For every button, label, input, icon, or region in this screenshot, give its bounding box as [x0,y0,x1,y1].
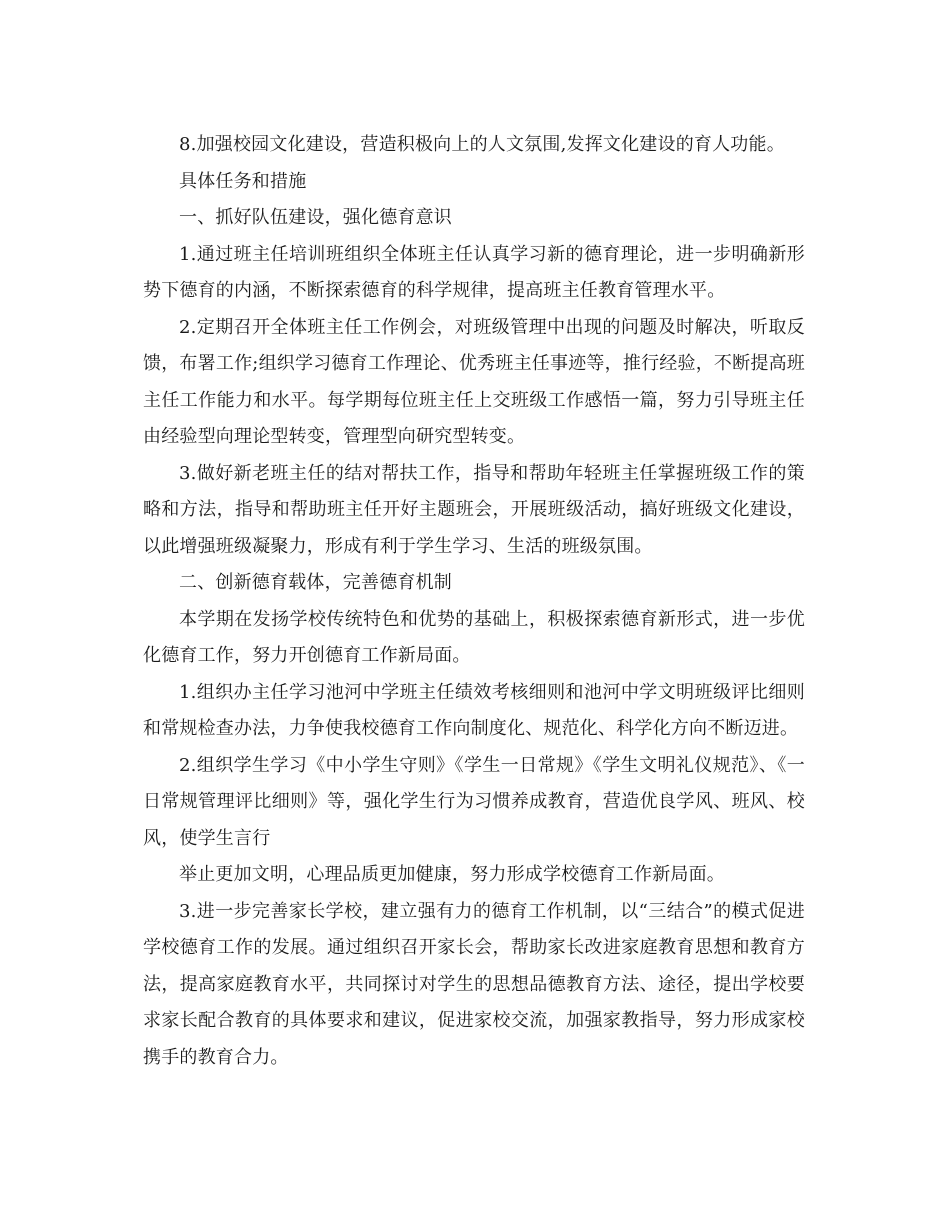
paragraph-parent-school: 3.进一步完善家长学校，建立强有力的德育工作机制，以“三结合”的模式促进学校德育工作的发展。通过组织召开家长会，帮助家长改进家庭教育思想和教育方法，提高家庭教育水平，共同探讨对学生的思想品德教育方法、途径，提出学校要求家长配合教育的具体要求和建议，促进家校交流，加强家教指导，努力形成家校携手的教育合力。 [143,900,805,1068]
paragraph-meetings: 2.定期召开全体班主任工作例会，对班级管理中出现的问题及时解决，听取反馈，布署工作;组织学习德育工作理论、优秀班主任事迹等，推行经验，不断提高班主任工作能力和水平。每学期每位班主任上交班级工作感悟一篇，努力引导班主任由经验型向理论型转变，管理型向研究型转变。 [143,316,805,447]
paragraph-culture-building: 8.加强校园文化建设，营造积极向上的人文氛围,发挥文化建设的育人功能。 [179,134,785,155]
paragraph-training: 1.通过班主任培训班组织全体班主任认真学习新的德育理论，进一步明确新形势下德育的内涵，不断探索德育的科学规律，提高班主任教育管理水平。 [143,243,805,301]
document-body [143,127,805,1076]
paragraph-student-rules-continued: 举止更加文明，心理品质更加健康，努力形成学校德育工作新局面。 [179,864,725,885]
paragraph-student-rules: 2.组织学生学习《中小学生守则》《学生一日常规》《学生文明礼仪规范》、《一日常规管理评比细则》等，强化学生行为习惯养成教育，营造优良学风、班风、校风，使学生言行 [143,754,805,849]
paragraph-mentoring: 3.做好新老班主任的结对帮扶工作，指导和帮助年轻班主任掌握班级工作的策略和方法，指导和帮助班主任开好主题班会，开展班级活动，搞好班级文化建设，以此增强班级凝聚力，形成有利于学生学习、生活的班级氛围。 [143,462,805,557]
heading-section-one: 一、抓好队伍建设，强化德育意识 [179,207,452,228]
paragraph-intro-semester: 本学期在发扬学校传统特色和优势的基础上，积极探索德育新形式，进一步优化德育工作，努力开创德育工作新局面。 [143,608,805,666]
heading-tasks-measures: 具体任务和措施 [179,170,307,192]
paragraph-assessment-rules: 1.组织办主任学习池河中学班主任绩效考核细则和池河中学文明班级评比细则和常规检查办法，力争使我校德育工作向制度化、规范化、科学化方向不断迈进。 [143,681,805,739]
heading-section-two: 二、创新德育载体，完善德育机制 [179,572,452,593]
